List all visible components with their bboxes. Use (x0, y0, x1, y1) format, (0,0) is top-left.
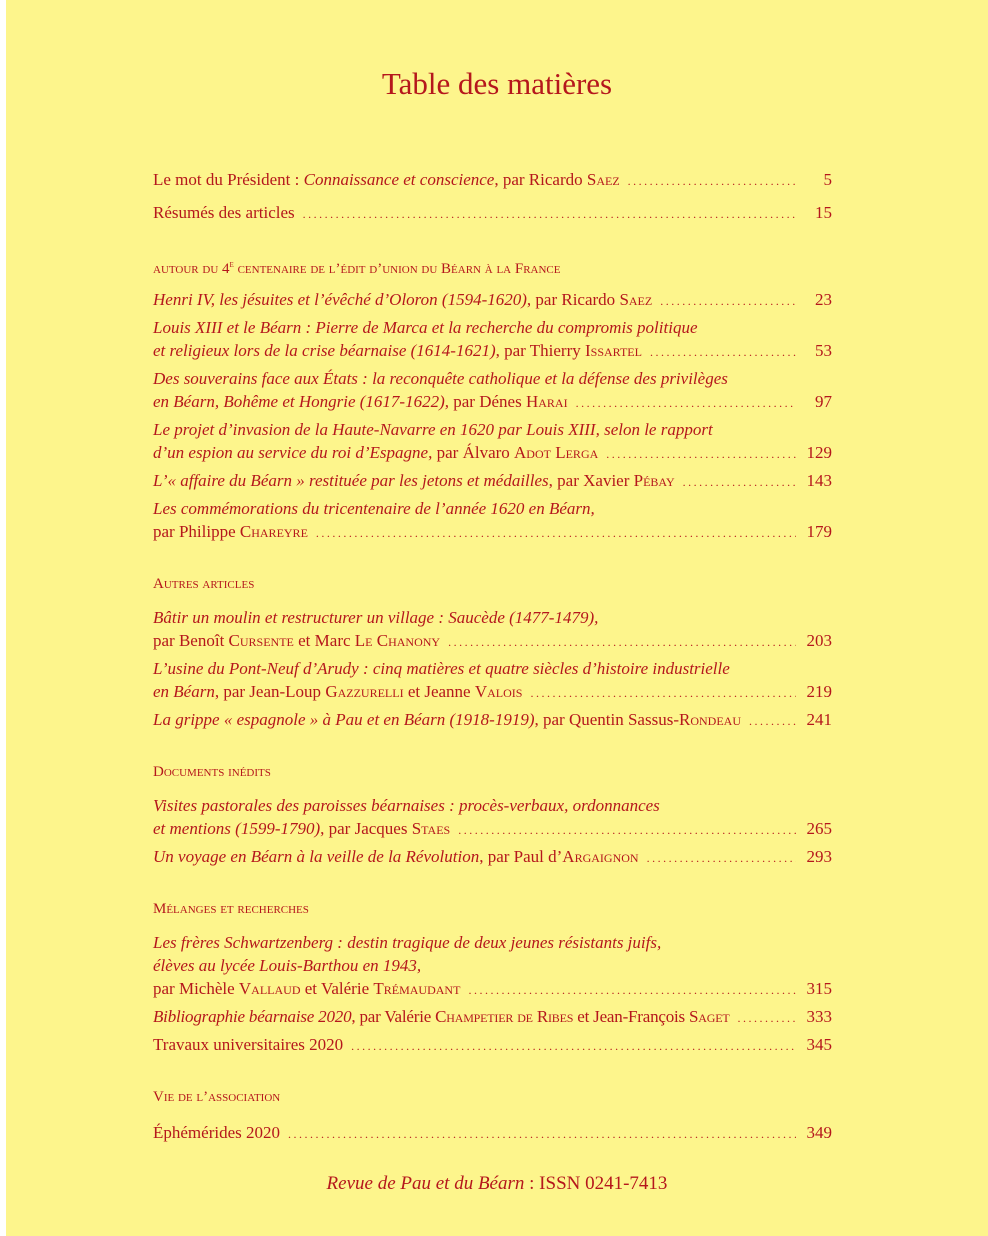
leader-dots (576, 392, 796, 415)
page-number: 97 (815, 392, 832, 411)
leader-dots (660, 290, 796, 313)
section-heading-centenaire: autour du 4e centenaire de l’édit d’union du Béarn à la France (153, 259, 561, 277)
page-number: 203 (806, 631, 832, 650)
entry-text: La grippe « espagnole » à Pau et en Béarn (1918-1919), par Quentin Sassus-Rondeau (153, 710, 741, 729)
entry-text: et mentions (1599-1790), par Jacques Staes (153, 819, 451, 838)
toc-entry-souverains[interactable] (153, 367, 832, 415)
leader-dots (749, 710, 796, 733)
toc-entry-haute-navarre[interactable] (153, 418, 832, 466)
toc-entry-freres-schwartzenberg[interactable] (153, 931, 832, 1002)
entry-text: élèves au lycée Louis-Barthou en 1943, (153, 956, 422, 975)
entry-text: Les commémorations du tricentenaire de l’année 1620 en Béarn, (153, 499, 595, 518)
entry-text: Éphémérides 2020 (153, 1123, 280, 1142)
leader-dots (683, 471, 796, 494)
toc-entry-moulin[interactable] (153, 606, 832, 654)
toc-entry-mot-du-president[interactable] (153, 168, 832, 193)
toc-entry-visites-pastorales[interactable] (153, 794, 832, 842)
entry-text: L’usine du Pont-Neuf d’Arudy : cinq matières et quatre siècles d’histoire industrielle (153, 659, 730, 678)
page-title: Table des matières (381, 66, 613, 101)
toc-entry-voyage-en-bearn[interactable] (153, 845, 832, 870)
entry-text: en Béarn, Bohême et Hongrie (1617-1622), par Dénes Harai (153, 392, 568, 411)
entry-text: Les frères Schwartzenberg : destin tragique de deux jeunes résistants juifs, (153, 933, 662, 952)
entry-text: Le mot du Président : Connaissance et conscience, par Ricardo Saez (153, 170, 620, 189)
leader-dots (650, 341, 796, 364)
leader-dots (737, 1007, 796, 1030)
page-number: 315 (806, 979, 832, 998)
toc-entry-ephemerides[interactable] (153, 1121, 832, 1146)
entry-text: Le projet d’invasion de la Haute-Navarre en 1620 par Louis XIII, selon le rapport (153, 420, 713, 439)
toc-entry-usine-pont-neuf[interactable] (153, 657, 832, 705)
entry-text: Bibliographie béarnaise 2020, par Valérie Champetier de Ribes et Jean-François Saget (153, 1007, 730, 1026)
toc-entry-henri-iv[interactable] (153, 288, 832, 313)
leader-dots (448, 631, 796, 654)
page-number: 293 (806, 847, 832, 866)
entry-text: Bâtir un moulin et restructurer un village : Saucède (1477-1479), (153, 608, 599, 627)
entry-text: Henri IV, les jésuites et l’évêché d’Oloron (1594-1620), par Ricardo Saez (153, 290, 653, 309)
entry-text: Louis XIII et le Béarn : Pierre de Marca et la recherche du compromis politique (153, 318, 698, 337)
entry-text: par Benoît Cursente et Marc Le Chanony (153, 631, 441, 650)
entry-text: d’un espion au service du roi d’Espagne, par Álvaro Adot Lerga (153, 443, 599, 462)
toc-entry-grippe-espagnole[interactable] (153, 708, 832, 733)
section-heading-documents-inedits: Documents inédits (153, 764, 271, 780)
leader-dots (530, 682, 796, 705)
toc-entry-affaire-du-bearn[interactable] (153, 469, 832, 494)
entry-text: Travaux universitaires 2020 (153, 1035, 344, 1054)
entry-text: L’« affaire du Béarn » restituée par les jetons et médailles, par Xavier Pébay (153, 471, 675, 490)
page-number: 179 (806, 522, 832, 541)
page-number: 265 (806, 819, 832, 838)
leader-dots (316, 522, 796, 545)
leader-dots (628, 170, 796, 193)
entry-text: et religieux lors de la crise béarnaise (1614-1621), par Thierry Issartel (153, 341, 642, 360)
leader-dots (303, 203, 796, 226)
page-number: 15 (815, 203, 832, 222)
entry-text: par Michèle Vallaud et Valérie Trémaudant (153, 979, 461, 998)
leader-dots (647, 847, 796, 870)
section-heading-melanges: Mélanges et recherches (153, 901, 309, 917)
toc-entry-commemorations[interactable] (153, 497, 832, 545)
page-number: 53 (815, 341, 832, 360)
page-number: 333 (806, 1007, 832, 1026)
entry-text: par Philippe Chareyre (153, 522, 308, 541)
toc-entry-travaux-universitaires[interactable] (153, 1033, 832, 1058)
page-number: 241 (806, 710, 832, 729)
page-number: 219 (806, 682, 832, 701)
page-number: 5 (823, 170, 832, 189)
page-number: 143 (806, 471, 832, 490)
section-heading-autres-articles: Autres articles (153, 576, 255, 592)
page-number: 23 (815, 290, 832, 309)
section-heading-vie-association: Vie de l’association (153, 1089, 281, 1105)
entry-text: Un voyage en Béarn à la veille de la Révolution, par Paul d’Argaignon (153, 847, 639, 866)
footer-issn: Revue de Pau et du Béarn : ISSN 0241-7413 (326, 1173, 668, 1194)
entry-text: Visites pastorales des paroisses béarnaises : procès-verbaux, ordonnances (153, 796, 660, 815)
page-number: 345 (806, 1035, 832, 1054)
page-number: 349 (806, 1123, 832, 1142)
leader-dots (288, 1123, 796, 1146)
page-number: 129 (806, 443, 832, 462)
leader-dots (458, 819, 796, 842)
toc-entry-louis-xiii[interactable] (153, 316, 832, 364)
toc-entry-bibliographie[interactable] (153, 1005, 832, 1030)
entry-text: Des souverains face aux États : la reconquête catholique et la défense des privilèges (153, 369, 728, 388)
toc-entry-resumes[interactable] (153, 201, 832, 226)
leader-dots (468, 979, 796, 1002)
leader-dots (351, 1035, 796, 1058)
entry-text: en Béarn, par Jean-Loup Gazzurelli et Jeanne Valois (153, 682, 523, 701)
entry-text: Résumés des articles (153, 203, 295, 222)
leader-dots (606, 443, 796, 466)
page (6, 0, 988, 1236)
